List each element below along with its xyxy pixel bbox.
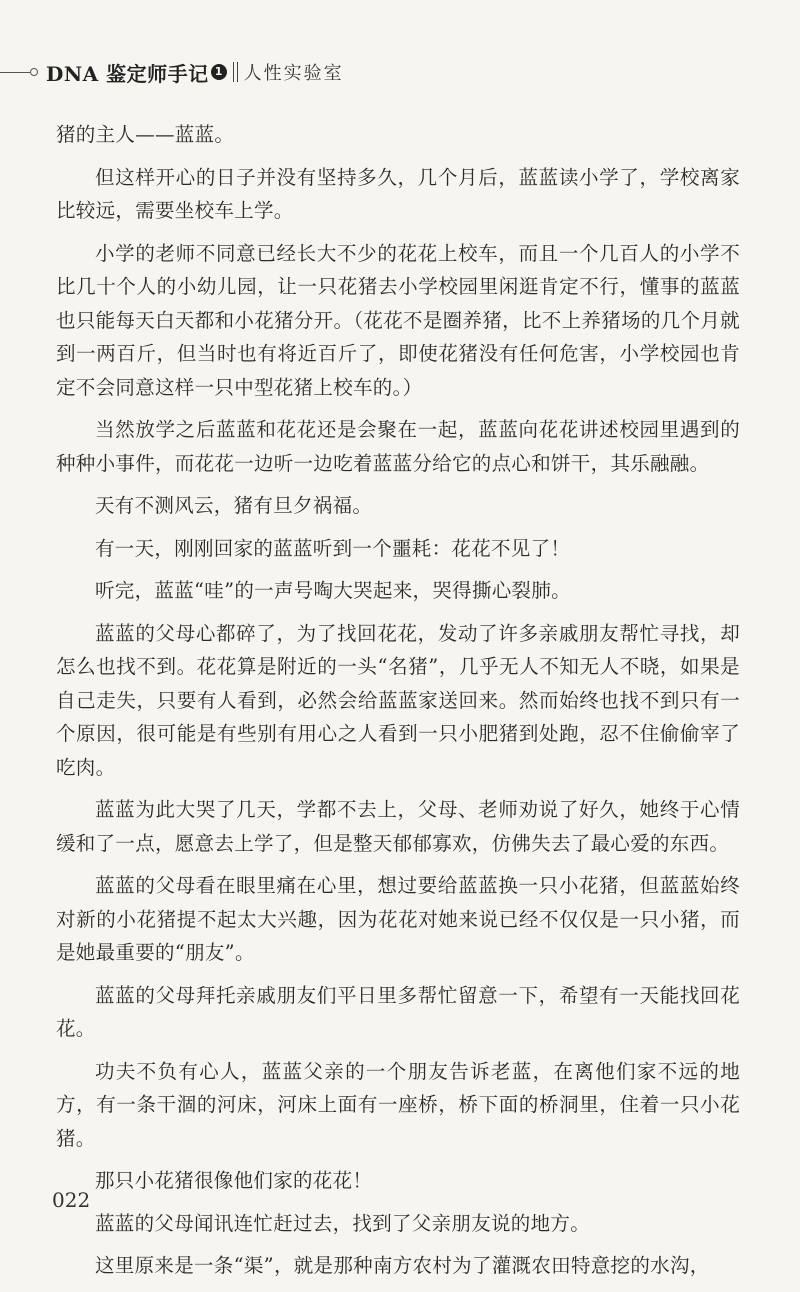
body-text — [56, 118, 740, 1292]
paragraph: 但这样开心的日子并没有坚持多久，几个月后，蓝蓝读小学了，学校离家比较远，需要坐校车上学。 — [56, 165, 740, 222]
header-ornament — [30, 68, 38, 76]
paragraph: 蓝蓝的父母闻讯连忙赶过去，找到了父亲朋友说的地方。 — [95, 1211, 591, 1235]
paragraph: 功夫不负有心人，蓝蓝父亲的一个朋友告诉老蓝，在离他们家不远的地方，有一条干涸的河床，河床上面有一座桥，桥下面的桥洞里，住着一只小花猪。 — [56, 1059, 740, 1150]
book-subtitle: 人性实验室 — [243, 63, 344, 84]
paragraph: 听完，蓝蓝“哇”的一声号啕大哭起来，哭得撕心裂肺。 — [95, 579, 571, 602]
paragraph: 天有不测风云，猪有旦夕祸福。 — [95, 494, 373, 517]
page-number: 022 — [52, 1188, 91, 1212]
paragraph: 小学的老师不同意已经长大不少的花花上校车，而且一个几百人的小学不比几十个人的小幼儿园，让一只花猪去小学校园里闲逛肯定不行，懂事的蓝蓝也只能每天白天都和小花猪分开。（花花不是圈养猪，比不上养猪场的几个月就到一两百斤，但当时也有将近百斤了，即使花猪没有任何危害，小学校园也肯定不会同意这样一只中型花猪上校车的。） — [56, 241, 740, 399]
paragraph: 那只小花猪很像他们家的花花！ — [95, 1169, 373, 1192]
paragraph: 当然放学之后蓝蓝和花花还是会聚在一起，蓝蓝向花花讲述校园里遇到的种种小事件，而花花一边听一边吃着蓝蓝分给它的点心和饼干，其乐融融。 — [56, 418, 740, 475]
header-rule — [0, 72, 30, 73]
paragraph: 蓝蓝的父母心都碎了，为了找回花花，发动了许多亲戚朋友帮忙寻找，却怎么也找不到。花花算是附近的一头“名猪”，几乎无人不知无人不晓，如果是自己走失，只要有人看到，必然会给蓝蓝家送回来。然而始终也找不到只有一个原因，很可能是有些别有用心之人看到一只小肥猪到处跑，忍不住偷偷宰了吃肉。 — [56, 621, 740, 779]
book-title: DNA 鉴定师手记 — [46, 61, 209, 86]
header-separator — [233, 62, 238, 82]
volume-badge: 1 — [211, 64, 227, 80]
paragraph: 蓝蓝的父母拜托亲戚朋友们平日里多帮忙留意一下，希望有一天能找回花花。 — [56, 983, 740, 1040]
paragraph: 有一天，刚刚回家的蓝蓝听到一个噩耗：花花不见了！ — [95, 536, 571, 560]
paragraph: 蓝蓝为此大哭了几天，学都不去上，父母、老师劝说了好久，她终于心情缓和了一点，愿意去上学了，但是整天郁郁寡欢，仿佛失去了最心爱的东西。 — [56, 798, 740, 855]
paragraph: 这里原来是一条“渠”，就是那种南方农村为了灌溉农田特意挖的水沟， — [95, 1254, 710, 1277]
paragraph: 蓝蓝的父母看在眼里痛在心里，想过要给蓝蓝换一只小花猪，但蓝蓝始终对新的小花猪提不起太大兴趣，因为花花对她来说已经不仅仅是一只小猪，而是她最重要的“朋友”。 — [56, 874, 740, 964]
running-header — [0, 58, 344, 86]
paragraph: 猪的主人——蓝蓝。 — [56, 123, 235, 146]
